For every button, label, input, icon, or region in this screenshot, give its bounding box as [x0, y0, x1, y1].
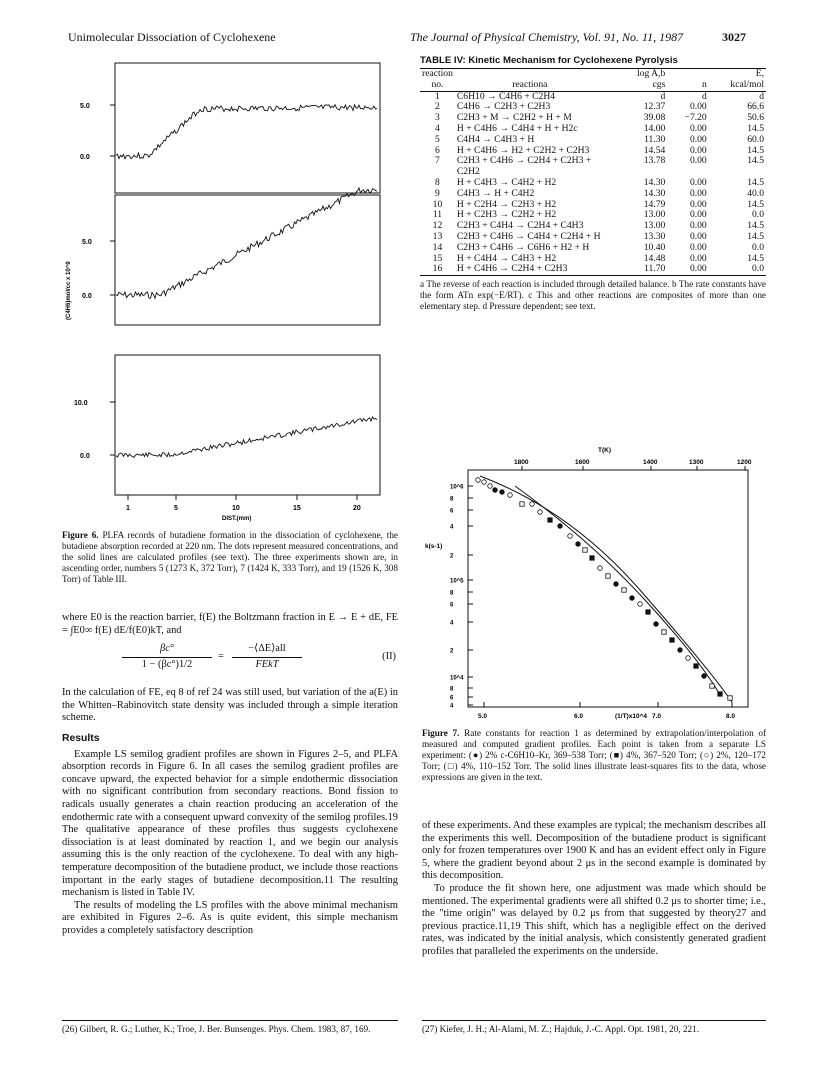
- table-cell-E: 14.5: [747, 144, 764, 156]
- fig7-data-point: [710, 684, 714, 688]
- table-cell-no: 7: [435, 155, 440, 167]
- fig7-data-point: [583, 548, 587, 552]
- table-cell-rx: H + C2H4 → C2H3 + H2: [456, 198, 557, 210]
- table-cell-E: 14.5: [747, 198, 764, 210]
- fig7-y-tick: 4: [450, 703, 454, 710]
- table-cell-rx: C2H3 + C4H6 → C6H6 + H2 + H: [456, 241, 590, 253]
- fig7-y-tick: 2: [450, 553, 454, 560]
- figure-6-label: Figure 6.: [62, 530, 99, 540]
- fig7-data-point: [678, 648, 683, 653]
- table-cell-no: 10: [432, 198, 443, 210]
- th-logA: log A,b: [637, 68, 666, 79]
- eq-label: (II): [382, 651, 396, 663]
- table-cell-n: 0.00: [689, 176, 707, 188]
- table-cell-rx: C4H6 → C2H3 + C2H3: [456, 101, 551, 113]
- table-cell-logA: 10.40: [643, 241, 666, 253]
- fig7-top-tick: 1300: [689, 459, 704, 466]
- table-cell-no: 11: [432, 209, 443, 221]
- table-cell-logA: 11.30: [644, 133, 666, 145]
- fig7-fit-line-2: [515, 486, 720, 695]
- fig6-x-tick-3: 10: [232, 505, 240, 512]
- table-cell-logA: 14.54: [643, 144, 666, 156]
- fig7-top-axis-label: T(K): [598, 447, 611, 454]
- th-no: no.: [431, 78, 444, 90]
- table-cell-no: 13: [432, 230, 443, 242]
- table-cell-E: 14.5: [747, 220, 764, 232]
- fig6-bot-y-tick-2: 0.0: [80, 453, 90, 460]
- fig7-data-point: [548, 518, 552, 522]
- fig7-top-ticks: [514, 459, 752, 470]
- table-cell-rx: H + C4H4 → C4H3 + H2: [456, 252, 557, 264]
- fig7-data-point: [728, 696, 732, 700]
- fig6-bot-y-tick-1: 10.0: [74, 400, 88, 407]
- fig6-trace-bottom: [116, 417, 377, 457]
- table-cell-n: 0.00: [689, 230, 707, 242]
- fig6-mid-y-tick-1: 5.0: [82, 239, 92, 246]
- table-cell-logA: 11.70: [644, 263, 666, 275]
- table-cell-n: −7.20: [684, 112, 707, 124]
- table-cell-E: 14.5: [747, 252, 764, 264]
- fig7-x-tick: 7.0: [652, 713, 662, 720]
- table-cell-no: 6: [435, 144, 440, 156]
- fig7-data-point: [530, 502, 535, 507]
- fig6-top-y-tick-2: 0.0: [80, 154, 90, 161]
- eq-rhs-numerator: −⟨ΔE⟩all: [248, 643, 286, 655]
- table-cell-n: 0.00: [689, 198, 707, 210]
- fig7-y-tick: 2: [450, 648, 454, 655]
- fig6-x-axis-label: DIST.(mm): [222, 516, 252, 522]
- table-cell-E: 60.0: [747, 133, 764, 145]
- table-4-body: [420, 91, 766, 275]
- fig7-frame: [468, 470, 748, 707]
- running-header-left: Unimolecular Dissociation of Cyclohexene: [68, 30, 276, 44]
- table-cell-logA: 14.79: [643, 198, 666, 210]
- fig7-data-point: [488, 484, 493, 489]
- fig7-data-point: [654, 622, 659, 627]
- section-heading-results: Results: [62, 732, 100, 744]
- fig7-data-point: [614, 582, 619, 587]
- right-column: [422, 820, 766, 959]
- th-kcal: kcal/mol: [730, 78, 764, 90]
- table-cell-no: 8: [435, 176, 440, 188]
- fig7-data-point: [606, 574, 610, 578]
- paragraph-boltzmann: where E0 is the reaction barrier, f(E) the Boltzmann fraction in E → E + dE, FE = ∫E0∞ f(E) dE/f(E0)kT, and: [62, 612, 398, 636]
- table-cell-E: 66.6: [747, 101, 764, 113]
- table-cell-logA: 13.30: [643, 230, 666, 242]
- table-cell-n: 0.00: [689, 220, 707, 232]
- table-cell-logA: 13.00: [643, 209, 666, 221]
- fig7-y-tick: 4: [450, 524, 454, 531]
- table-cell-E: 14.5: [747, 122, 764, 134]
- fig7-y-axis-label: k(s-1): [425, 543, 443, 550]
- eq-lhs-denominator: 1 − (βc°)1/2: [141, 659, 193, 671]
- footnote-27: (27) Kiefer, J. H.; Al-Alami, M. Z.; Hajduk, J.-C. Appl. Opt. 1981, 20, 221.: [422, 1024, 700, 1034]
- th-n: n: [701, 78, 707, 90]
- th-reaction-col: reactiona: [512, 78, 548, 90]
- fig7-x-tick: 8.0: [726, 713, 736, 720]
- table-cell-rx: H + C4H6 → C4H4 + H + H2c: [456, 122, 578, 134]
- footnote-26: (26) Gilbert, R. G.; Luther, K.; Troe, J. Ber. Bunsenges. Phys. Chem. 1983, 87, 169.: [62, 1024, 371, 1034]
- paragraph-right-1: of these experiments. And these examples are typical; the mechanism describes all the experiments this well. Decomposition of the butadiene product is significant only for frozen temperatures over 1900 K and has an evident effect only in Figure 5, where the gradient beyond about 2 μs in the second example is dominated by this decomposition.: [422, 820, 766, 882]
- fig7-x-tick: 5.0: [478, 713, 488, 720]
- running-header-journal: The Journal of Physical Chemistry, Vol. 91, No. 11, 1987: [410, 30, 684, 44]
- table-cell-no: 4: [435, 122, 440, 134]
- fig7-y-tick: 6: [450, 508, 454, 515]
- th-reaction: reaction: [422, 68, 453, 79]
- table-cell-logA: d: [660, 90, 666, 102]
- fig6-x-tick-2: 5: [174, 505, 178, 512]
- table-cell-E: d: [759, 90, 764, 102]
- equation-II: βc° 1 − (βc°)1/2 = −⟨ΔE⟩all FEkT (II): [62, 641, 398, 681]
- table-cell-no: 9: [435, 187, 440, 199]
- fig7-top-tick: 1800: [514, 459, 529, 466]
- table-cell-logA: 13.00: [643, 220, 666, 232]
- figure-6-caption-text: PLFA records of butadiene formation in the dissociation of cyclohexene, the butadiene absorption recorded at 220 nm. The dots represent measured concentrations, and the solid lines are calculated profiles (see text). The three experiments shown are, in ascending order, numbers 5 (1273 K, 372 Torr), 7 (1424 K, 333 Torr), and 19 (1526 K, 308 Torr) of Table III.: [62, 530, 399, 584]
- fig7-y-tick: 8: [450, 590, 454, 597]
- fig6-x-tick-5: 20: [353, 505, 361, 512]
- fig7-data-point: [630, 596, 635, 601]
- paragraph-results-2: The results of modeling the LS profiles with the above minimal mechanism are exhibited in Figures 2–6. As is quite evident, this simple mechanism provides a completely satisfactory description: [62, 899, 398, 936]
- table-cell-logA: 13.78: [643, 155, 666, 167]
- fig7-y-tick: 8: [450, 686, 454, 693]
- fig7-data-point: [670, 638, 674, 642]
- fig7-data-point: [590, 556, 594, 560]
- fig7-top-tick: 1400: [643, 459, 658, 466]
- table-4: [420, 55, 766, 312]
- figure-6-caption: [62, 530, 398, 585]
- table-cell-logA: 14.48: [643, 252, 666, 264]
- fig6-trace-top: [116, 105, 377, 159]
- table-row: [420, 156, 766, 178]
- table-cell-n: 0.00: [689, 133, 707, 145]
- table-cell-logA: 39.08: [643, 112, 666, 124]
- fig7-data-point: [694, 664, 698, 668]
- paragraph-results-1: Example LS semilog gradient profiles are shown in Figures 2–5, and PLFA absorption records in Figure 6. In all cases the semilog gradient profiles are concave upward, the expected behavior for a simple endothermic dissociation with no significant contribution from secondary reactions. Bond fission to radicals usually generates a chain reaction producing an acceleration of the endothermic rate with a consequent upward convexity of the semilog profiles.19 The qualitative appearance of these profiles thus suggests cyclohexene dissociation is at least dominated by reaction 1, and we begin our analysis assuming this is the only reaction of the cyclohexene. To deal with any high-temperature decomposition of the butadiene product, we include those reactions important in the early stages of butadiene decomposition.11 The resulting mechanism is listed in Table IV.: [62, 748, 398, 899]
- table-cell-E: 0.0: [752, 209, 764, 221]
- table-cell-no: 5: [435, 133, 440, 145]
- paragraph-right-2: To produce the fit shown here, one adjustment was made which should be mentioned. The experimental gradients were all shifted 0.2 μs to shorter time; i.e., the "time origin" was delayed by 0.2 μs from that suggested by theory27 and previous practice.11,19 This shift, which has a negligible effect on the derived rates, was indicated by the initial analysis, which consistently generated gradient profiles that paralleled the experiments on the underside.: [422, 882, 766, 957]
- table-cell-n: 0.00: [689, 252, 707, 264]
- table-cell-no: 14: [432, 241, 443, 253]
- fig6-mid-y-tick-2: 0.0: [82, 293, 92, 300]
- table-cell-n: 0.00: [689, 144, 707, 156]
- fig7-y-tick: 10^5: [450, 578, 464, 585]
- table-cell-rx: C4H3 → H + C4H2: [456, 187, 535, 199]
- fig7-data-point: [686, 656, 691, 661]
- fig7-data-point: [500, 490, 505, 495]
- table-cell-n: 0.00: [689, 209, 707, 221]
- fig7-data-point: [508, 493, 513, 498]
- table-cell-E: 14.5: [747, 155, 764, 167]
- table-cell-logA: 12.37: [643, 101, 666, 113]
- fig7-y-tick: 8: [450, 496, 454, 503]
- table-cell-rx: H + C4H6 → C2H4 + C2H3: [456, 263, 568, 275]
- fig6-trace-mid: [116, 188, 377, 298]
- table-cell-n: 0.00: [689, 187, 707, 199]
- table-cell-rx: C2H3 + C4H4 → C2H4 + C4H3: [456, 220, 584, 232]
- figure-7-caption: [422, 728, 766, 783]
- fig7-data-point: [476, 478, 481, 483]
- figure-7: [420, 440, 766, 725]
- fig6-panel-bottom: [110, 355, 380, 500]
- left-column: [62, 612, 398, 937]
- table-cell-no: 3: [435, 112, 440, 124]
- fig7-data-point: [662, 630, 666, 634]
- table-cell-n: 0.00: [689, 122, 707, 134]
- table-cell-rx: C4H4 → C4H3 + H: [456, 133, 535, 145]
- table-cell-n: d: [701, 90, 707, 102]
- fig7-data-point: [520, 502, 524, 506]
- fig6-x-tick-4: 15: [293, 505, 301, 512]
- table-cell-n: 0.00: [689, 155, 707, 167]
- table-4-title: TABLE IV: Kinetic Mechanism for Cyclohexene Pyrolysis: [420, 55, 678, 66]
- fig7-data-point: [646, 610, 650, 614]
- table-cell-E: 40.0: [747, 187, 764, 199]
- table-cell-E: 0.0: [752, 263, 764, 275]
- fig7-data-point: [568, 534, 573, 539]
- paragraph-FE: In the calculation of FE, eq 8 of ref 24 was still used, but variation of the a(E) in the Whitten–Rabinovitch state density was included through a simple iteration scheme.: [62, 687, 398, 724]
- fig7-data-point: [558, 524, 563, 529]
- figure-7-caption-text: Rate constants for reaction 1 as determined by extrapolation/interpolation of measured and computed gradient profiles. Each point is taken from a separate LS experiment: (●) 2% c-C6H10–Kr, 369–538 Torr; (■) 4%, 367–520 Torr; (○) 2%, 120–172 Torr; (□) 4%, 110–152 Torr. The solid lines illustrate least-squares fits to the data, whose expressions are given in the text.: [422, 728, 766, 782]
- table-cell-rx: C2H3 + C4H6 → C2H4 + C2H3 + C2H2: [456, 155, 592, 178]
- fig7-y-tick: 10^6: [450, 484, 464, 491]
- fig7-y-tick: 4: [450, 620, 454, 627]
- fig6-top-y-tick-1: 5.0: [80, 103, 90, 110]
- table-row: [420, 135, 766, 146]
- table-cell-rx: H + C4H6 → H2 + C2H2 + C2H3: [456, 144, 590, 156]
- table-row: [420, 189, 766, 200]
- page-number: 3027: [722, 30, 746, 44]
- table-4-grid: [420, 69, 766, 275]
- fig7-data-point: [702, 674, 707, 679]
- fig7-data-point: [598, 566, 603, 571]
- table-cell-E: 14.5: [747, 230, 764, 242]
- table-cell-logA: 14.30: [643, 187, 666, 199]
- table-cell-n: 0.00: [689, 101, 707, 113]
- th-E: E,: [755, 68, 764, 79]
- table-cell-n: 0.00: [689, 241, 707, 253]
- fig7-data-point: [482, 480, 487, 485]
- table-cell-E: 50.6: [747, 112, 764, 124]
- fig7-top-tick: 1600: [575, 459, 590, 466]
- eq-rhs-denominator: FEkT: [255, 659, 279, 671]
- table-cell-n: 0.00: [689, 263, 707, 275]
- fig7-x-tick: 6.0: [574, 713, 584, 720]
- fig7-plot-area: [476, 476, 732, 702]
- fig7-x-axis-label: (1/T)x10^4: [615, 713, 647, 720]
- fig6-panel-mid: [110, 188, 380, 325]
- fig7-x-ticks: [478, 702, 735, 720]
- fig7-data-point: [718, 692, 722, 696]
- eq-lhs-numerator: βc°: [160, 643, 174, 655]
- fig7-y-ticks: [450, 485, 473, 710]
- table-cell-no: 12: [432, 220, 443, 232]
- fig7-y-tick: 6: [450, 695, 454, 702]
- table-row: [420, 243, 766, 254]
- table-cell-rx: C6H10 → C4H6 + C2H4: [456, 90, 556, 102]
- table-cell-E: 14.5: [747, 176, 764, 188]
- table-cell-rx: C2H3 + M → C2H2 + H + M: [456, 112, 572, 124]
- fig7-top-tick: 1200: [737, 459, 752, 466]
- table-cell-logA: 14.30: [643, 176, 666, 188]
- table-cell-E: 0.0: [752, 241, 764, 253]
- table-cell-rx: C2H3 + C4H6 → C4H4 + C2H4 + H: [456, 230, 601, 242]
- table-cell-rx: H + C4H3 → C4H2 + H2: [456, 176, 557, 188]
- table-4-notes: a The reverse of each reaction is included through detailed balance. b The rate constants have the form ATn exp(−E/RT). c This and other reactions are composites of more than one elementary step. d Pressure dependent; see text.: [420, 279, 766, 312]
- th-cgs: cgs: [652, 78, 666, 90]
- table-cell-no: 15: [432, 252, 443, 264]
- table-cell-no: 1: [435, 90, 440, 102]
- figure-6: [60, 55, 400, 525]
- table-cell-rx: H + C2H3 → C2H2 + H2: [456, 209, 557, 221]
- fig7-data-point: [493, 488, 498, 493]
- fig7-data-point: [638, 602, 643, 607]
- fig6-panel-top: [110, 63, 380, 193]
- figure-7-label: Figure 7.: [422, 728, 460, 738]
- table-cell-logA: 14.00: [643, 122, 666, 134]
- fig7-data-point: [622, 588, 626, 592]
- fig6-y-axis-label: (C4H6)mol/cc x 10^9: [66, 261, 72, 320]
- fig7-data-point: [576, 542, 581, 547]
- table-cell-no: 16: [432, 263, 443, 275]
- table-row: [420, 264, 766, 275]
- table-cell-no: 2: [435, 101, 440, 113]
- fig6-x-tick-1: 1: [126, 505, 130, 512]
- fig7-data-point: [538, 510, 543, 515]
- fig7-y-tick: 6: [450, 602, 454, 609]
- fig7-y-tick: 10^4: [450, 675, 464, 682]
